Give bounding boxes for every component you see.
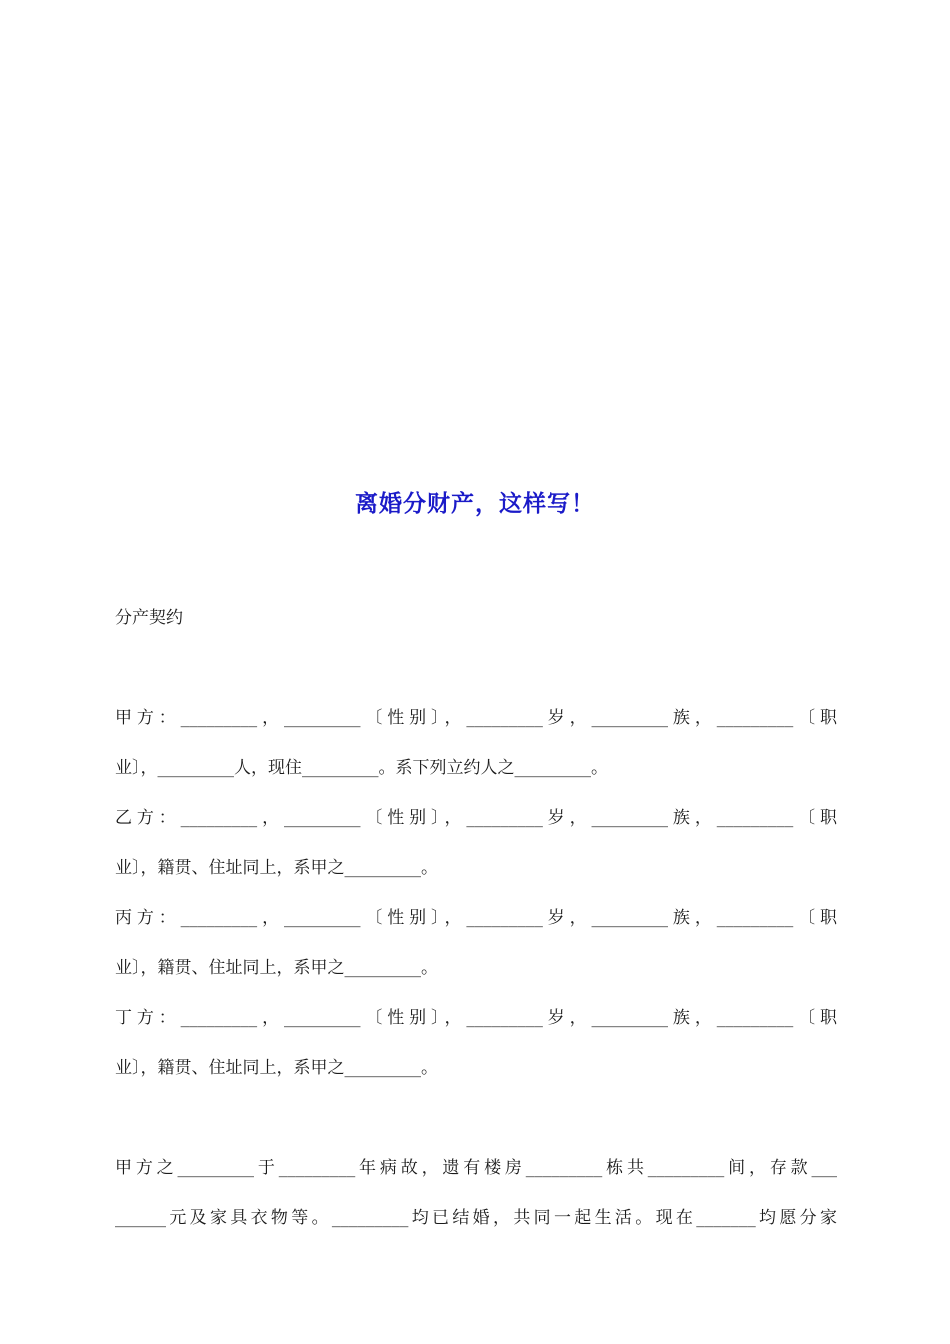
document-title: 离婚分财产，这样写！ xyxy=(355,490,595,517)
paragraph-line: 业〕，籍贯、住址同上，系甲之_________。 xyxy=(115,958,438,978)
paragraph-line: 甲方：_________，_________〔性别〕，_________岁，_________族，_________〔职 xyxy=(115,708,837,728)
paragraph-line: 丙方：_________，_________〔性别〕，_________岁，_________族，_________〔职 xyxy=(115,908,837,928)
paragraph-line: ______元及家具衣物等。_________均已结婚，共同一起生活。现在_______均愿分家 xyxy=(115,1208,837,1228)
paragraph-line: 丁方：_________，_________〔性别〕，_________岁，_________族，_________〔职 xyxy=(115,1008,837,1028)
paragraph-line: 业〕，_________人，现住_________。系下列立约人之_________。 xyxy=(115,758,608,778)
paragraph-line: 甲方之_________于_________年病故，遗有楼房_________栋共_________间，存款___ xyxy=(115,1158,837,1178)
paragraph-line: 乙方：_________，_________〔性别〕，_________岁，_________族，_________〔职 xyxy=(115,808,837,828)
paragraph-line: 业〕，籍贯、住址同上，系甲之_________。 xyxy=(115,858,438,878)
paragraph-line: 业〕，籍贯、住址同上，系甲之_________。 xyxy=(115,1058,438,1078)
contract-heading: 分产契约 xyxy=(115,608,183,628)
